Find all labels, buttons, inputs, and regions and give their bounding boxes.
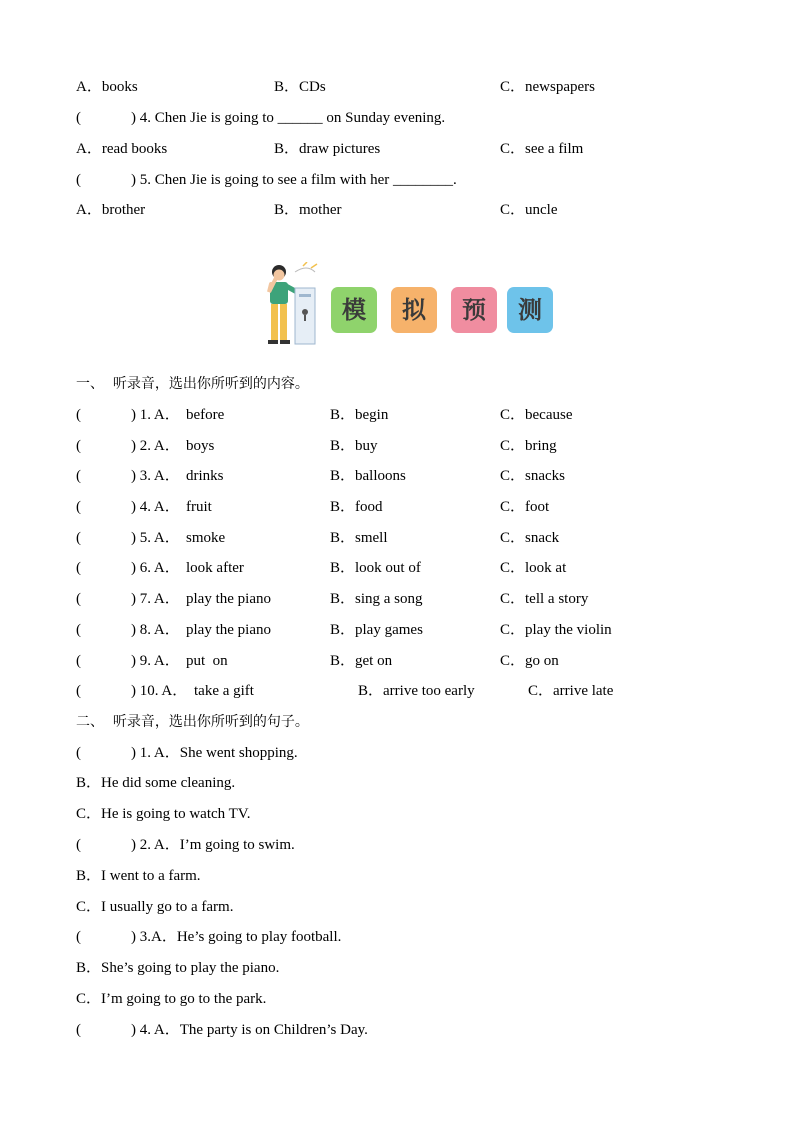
answer-paren: ( bbox=[76, 745, 81, 761]
answer-paren: ( bbox=[76, 1022, 81, 1038]
item-number: ) 9. A． bbox=[131, 653, 180, 669]
list-item bbox=[0, 496, 800, 518]
option-line bbox=[0, 865, 800, 887]
list-item bbox=[0, 680, 800, 702]
item-number: ) 5. A． bbox=[131, 530, 180, 546]
answer-paren: ( bbox=[76, 560, 81, 576]
option-c: C．snacks bbox=[500, 468, 565, 484]
option-b: B．mother bbox=[274, 202, 342, 218]
answer-paren: ( bbox=[76, 468, 81, 484]
option-b: B．buy bbox=[330, 438, 378, 454]
list-item bbox=[0, 650, 800, 672]
option-a: A．brother bbox=[76, 202, 146, 218]
option-a: smoke bbox=[186, 530, 226, 546]
option-c: C．newspapers bbox=[500, 79, 595, 95]
section-heading: 二、 听录音，选出你所听到的句子。 bbox=[76, 714, 309, 730]
option-b: B．arrive too early bbox=[358, 683, 475, 699]
option-a: A．read books bbox=[76, 141, 168, 157]
question-line bbox=[0, 169, 800, 191]
question-text: ) 5. Chen Jie is going to see a film with her ________. bbox=[131, 172, 457, 188]
option-c: C．snack bbox=[500, 530, 560, 546]
list-item bbox=[0, 619, 800, 641]
option-b: B．food bbox=[330, 499, 383, 515]
option-b: B．play games bbox=[330, 622, 423, 638]
option-c: C．bring bbox=[500, 438, 557, 454]
option-b: B．get on bbox=[330, 653, 393, 669]
options-row bbox=[0, 138, 800, 160]
option-a: put on bbox=[186, 653, 228, 669]
options-row bbox=[0, 76, 800, 98]
option-a: play the piano bbox=[186, 622, 271, 638]
answer-paren: ( bbox=[76, 683, 81, 699]
sentence-text: ) 2. A．I’m going to swim. bbox=[131, 837, 295, 853]
option-line bbox=[0, 957, 800, 979]
answer-paren: ( bbox=[76, 591, 81, 607]
option-a: fruit bbox=[186, 499, 212, 515]
list-item bbox=[0, 557, 800, 579]
question-text: ) 4. Chen Jie is going to ______ on Sunday evening. bbox=[131, 110, 446, 126]
option-b: B．look out of bbox=[330, 560, 421, 576]
options-row bbox=[0, 199, 800, 221]
item-number: ) 3. A． bbox=[131, 468, 180, 484]
option-c: C．look at bbox=[500, 560, 567, 576]
list-item bbox=[0, 435, 800, 457]
option-b: B．draw pictures bbox=[274, 141, 381, 157]
section-banner bbox=[255, 262, 555, 346]
item-number: ) 7. A． bbox=[131, 591, 180, 607]
option-a: boys bbox=[186, 438, 215, 454]
list-item bbox=[0, 404, 800, 426]
option-line bbox=[0, 988, 800, 1010]
answer-paren: ( bbox=[76, 653, 81, 669]
option-c: C．play the violin bbox=[500, 622, 612, 638]
answer-paren: ( bbox=[76, 499, 81, 515]
option-a: before bbox=[186, 407, 225, 423]
sentence-text: B．I went to a farm. bbox=[76, 868, 201, 884]
option-c: C．foot bbox=[500, 499, 550, 515]
banner-tile: 拟 bbox=[391, 287, 437, 333]
list-item bbox=[0, 588, 800, 610]
sentence-text: B．She’s going to play the piano. bbox=[76, 960, 280, 976]
option-b: B．sing a song bbox=[330, 591, 423, 607]
answer-paren: ( bbox=[76, 110, 81, 126]
list-item bbox=[0, 465, 800, 487]
option-b: B．balloons bbox=[330, 468, 406, 484]
list-item bbox=[0, 527, 800, 549]
teacher-with-board-illustration bbox=[255, 262, 325, 346]
section-heading: 一、 听录音，选出你所听到的内容。 bbox=[76, 376, 309, 392]
option-a: look after bbox=[186, 560, 244, 576]
sentence-text: B．He did some cleaning. bbox=[76, 775, 236, 791]
answer-paren: ( bbox=[76, 837, 81, 853]
question-line bbox=[0, 926, 800, 948]
option-line bbox=[0, 772, 800, 794]
option-line bbox=[0, 803, 800, 825]
option-c: C．because bbox=[500, 407, 573, 423]
question-line bbox=[0, 107, 800, 129]
answer-paren: ( bbox=[76, 530, 81, 546]
answer-paren: ( bbox=[76, 929, 81, 945]
option-c: C．uncle bbox=[500, 202, 558, 218]
banner-tile: 模 bbox=[331, 287, 377, 333]
question-line bbox=[0, 834, 800, 856]
option-c: C．arrive late bbox=[528, 683, 614, 699]
question-line bbox=[0, 1019, 800, 1041]
option-b: B．smell bbox=[330, 530, 388, 546]
answer-paren: ( bbox=[76, 438, 81, 454]
sentence-text: C．I usually go to a farm. bbox=[76, 899, 234, 915]
sentence-text: C．He is going to watch TV. bbox=[76, 806, 251, 822]
sentence-text: ) 3.A．He’s going to play football. bbox=[131, 929, 342, 945]
option-a: take a gift bbox=[194, 683, 254, 699]
question-line bbox=[0, 742, 800, 764]
item-number: ) 8. A． bbox=[131, 622, 180, 638]
answer-paren: ( bbox=[76, 172, 81, 188]
option-c: C．tell a story bbox=[500, 591, 589, 607]
sentence-text: ) 1. A．She went shopping. bbox=[131, 745, 298, 761]
answer-paren: ( bbox=[76, 407, 81, 423]
banner-tile: 测 bbox=[507, 287, 553, 333]
banner-tile: 预 bbox=[451, 287, 497, 333]
answer-paren: ( bbox=[76, 622, 81, 638]
option-a: A．books bbox=[76, 79, 138, 95]
sentence-text: C．I’m going to go to the park. bbox=[76, 991, 267, 1007]
option-c: C．see a film bbox=[500, 141, 584, 157]
option-a: drinks bbox=[186, 468, 224, 484]
sentence-text: ) 4. A．The party is on Children’s Day. bbox=[131, 1022, 368, 1038]
item-number: ) 6. A． bbox=[131, 560, 180, 576]
option-b: B．begin bbox=[330, 407, 389, 423]
item-number: ) 10. A． bbox=[131, 683, 188, 699]
item-number: ) 1. A． bbox=[131, 407, 180, 423]
option-line bbox=[0, 896, 800, 918]
item-number: ) 2. A． bbox=[131, 438, 180, 454]
option-b: B．CDs bbox=[274, 79, 326, 95]
option-c: C．go on bbox=[500, 653, 559, 669]
option-a: play the piano bbox=[186, 591, 271, 607]
item-number: ) 4. A． bbox=[131, 499, 180, 515]
